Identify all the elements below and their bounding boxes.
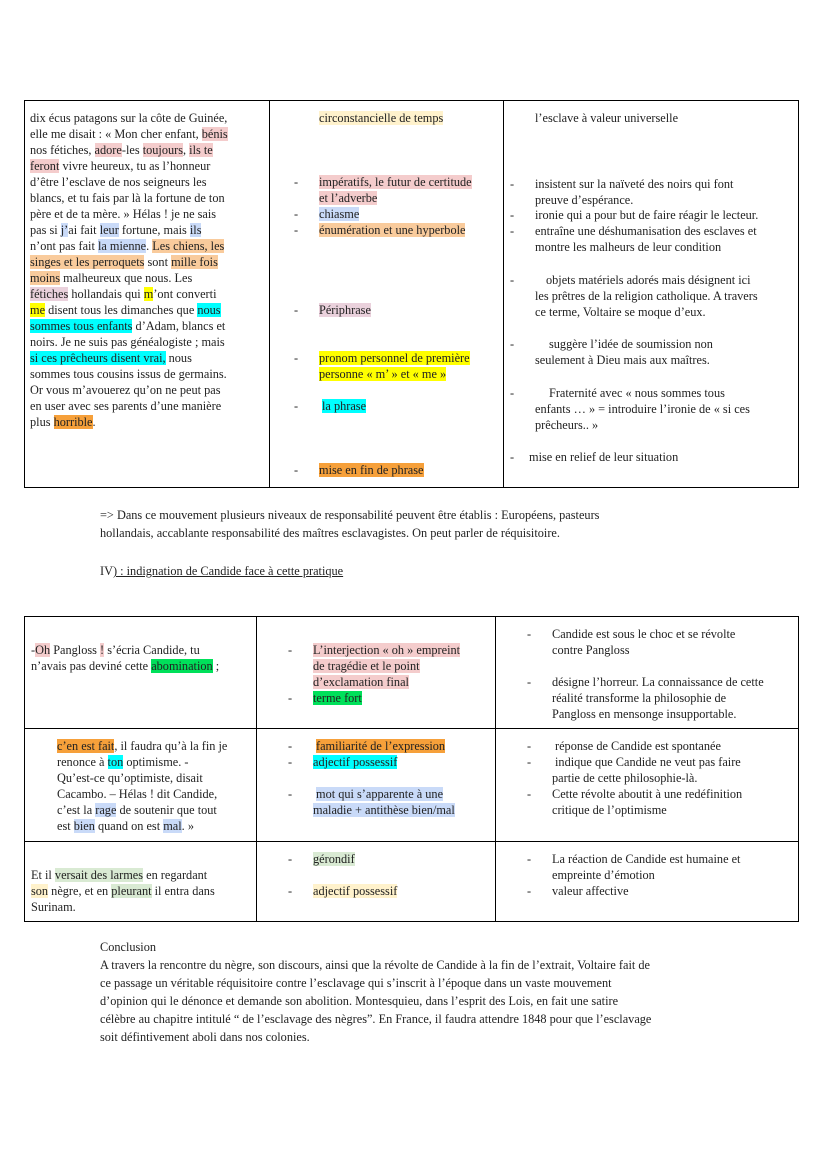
quote-line [30,222,201,238]
body-text: hollandais, accablante responsabilité des maîtres esclavagistes. On peut parler de réquisitoire. [100,526,560,540]
highlight: d’exclamation final [313,675,409,689]
quote-line [31,867,207,883]
quote-line [30,270,192,286]
interp-line: ironie qui a pour but de faire réagir le lecteur. [535,208,759,222]
highlight: ! [100,643,105,657]
text: , [183,143,190,157]
interp-line: mise en relief de leur situation [529,450,679,464]
bullet: - [527,852,532,866]
quote-cell [25,101,270,487]
analysis-table-1 [24,100,799,488]
highlight: leur [99,223,119,237]
highlight: abomination [151,659,213,673]
quote-line [57,754,189,770]
highlight: adore [94,143,122,157]
highlight: terme fort [313,691,362,705]
bullet: - [510,337,515,351]
highlight: mille fois [171,255,218,269]
body-text: célèbre au chapitre intitulé “ de l’esclavage des nègres”. En France, il faudra attendre 1848 pour que l’esclavage [100,1012,652,1026]
bullet: - [527,627,532,641]
quote-line [30,318,225,334]
analysis-line [316,738,445,754]
text: Et il [31,868,55,882]
interp-line: Pangloss en mensonge insupportable. [552,707,737,721]
highlight: pronom personnel de première [319,351,470,365]
analysis-line [319,174,472,190]
bullet: - [288,739,293,753]
text: noirs. Je ne suis pas généalogiste ; mais [30,335,225,349]
quote-line [57,738,227,754]
text: en user avec ses parents d’une manière [30,399,222,413]
quote-line [30,142,213,158]
text: est [57,819,74,833]
highlight: L’interjection « oh » empreint [313,643,461,657]
highlight: ton [107,755,124,769]
quote-line [57,818,194,834]
quote-line [30,334,225,350]
bullet: - [288,755,293,769]
quote-line [30,206,216,222]
heading-title: ) : indignation de Candide face à cette pratique [112,564,344,578]
highlight: toujours [142,143,184,157]
quote-line: Surinam. [31,900,76,914]
text: en regardant [143,868,208,882]
quote-cell [25,617,257,728]
quote-cell [25,729,257,841]
interpretation-cell [496,729,797,841]
highlight: sommes tous enfants [30,319,133,333]
analysis-line [313,690,362,706]
text: dix écus patagons sur la côte de Guinée, [30,111,228,125]
interp-line: montre les malheurs de leur condition [535,240,722,254]
bullet: - [510,386,515,400]
highlight: bénis [201,127,228,141]
interp-line: l’esclave à valeur universelle [535,111,679,125]
highlight: la mienne [97,239,147,253]
bullet: - [510,450,515,464]
highlight: me [30,303,46,317]
quote-line [30,126,228,142]
highlight: bien [73,819,95,833]
analysis-line [316,786,443,802]
quote-line [30,398,221,414]
quote-line [30,254,218,270]
interp-line: entraîne une déshumanisation des esclaves et [535,224,757,238]
text: renonce à [57,755,108,769]
highlight: c’en est fait [57,739,115,753]
analysis-line [313,642,460,658]
analysis-cell [257,729,496,841]
text: Pangloss [50,643,101,657]
highlight: moins [30,271,61,285]
interp-line: les prêtres de la religion catholique. A travers [535,289,758,303]
highlight: circonstancielle de temps [319,111,444,125]
quote-line [30,110,227,126]
text: . [92,415,96,429]
highlight: et l’adverbe [319,191,378,205]
bullet: - [294,223,299,237]
analysis-line [319,350,470,366]
analysis-line [313,802,455,818]
text: ai fait [68,223,100,237]
bullet: - [510,177,515,191]
quote-line [31,642,200,658]
analysis-line [313,658,420,674]
bullet: - [288,643,293,657]
analysis-line [319,302,371,318]
table-row [25,101,798,487]
bullet: - [288,884,293,898]
analysis-line [313,851,355,867]
analysis-line [319,110,443,126]
bullet: - [510,273,515,287]
table-row [25,841,798,921]
section-heading [100,563,740,579]
interp-line: Fraternité avec « nous sommes tous [549,386,725,400]
text: malheureux que nous. Les [60,271,193,285]
highlight: versait des larmes [54,868,144,882]
highlight: personne « m’ » et « me » [319,367,447,381]
text: vivre heureux, tu as l’honneur [59,159,211,173]
analysis-line [313,674,409,690]
quote-line [30,302,221,318]
text: fortune, mais [118,223,190,237]
highlight: singes et les perroquets [30,255,145,269]
text: , il faudra qu’à la fin je [114,739,228,753]
quote-line [31,883,215,899]
text: n’avais pas deviné cette [31,659,152,673]
bullet: - [527,787,532,801]
text: d’être l’esclave de nos seigneurs les [30,175,207,189]
quote-line: Cacambo. – Hélas ! dit Candide, [57,787,218,801]
text: s’écria Candide, tu [104,643,200,657]
bullet: - [294,463,299,477]
highlight: adjectif possessif [313,755,398,769]
body-text: ce passage un véritable réquisitoire contre l’esclavage qui s’inscrit à l’époque dans un vaste mouvement [100,976,612,990]
interp-line: seulement à Dieu mais aux maîtres. [535,353,710,367]
bullet: - [288,852,293,866]
quote-line [30,382,221,398]
text: elle me disait : « Mon cher enfant, [30,127,202,141]
interp-line: valeur affective [552,884,629,898]
text: plus [30,415,54,429]
highlight: rage [95,803,117,817]
highlight: m [143,287,154,301]
analysis-cell [257,617,496,728]
quote-line [30,174,207,190]
text: quand on est [94,819,164,833]
analysis-line [319,222,465,238]
quote-line [30,158,210,174]
text: n’ont pas fait [30,239,98,253]
text: - [31,643,36,657]
highlight: chiasme [319,207,360,221]
highlight: maladie + antithèse bien/mal [313,803,455,817]
bullet: - [527,739,532,753]
interp-line: désigne l’horreur. La connaissance de cette [552,675,764,689]
bullet: - [527,884,532,898]
conclusion-title: Conclusion [100,940,157,954]
analysis-line [319,206,359,222]
bullet: - [294,303,299,317]
analysis-cell [257,842,496,921]
quote-line [31,658,219,674]
highlight: ils [189,223,202,237]
text: père et de ta mère. » Hélas ! je ne sais [30,207,217,221]
quote-line [30,190,225,206]
highlight: pleurant [111,884,152,898]
interp-line: preuve d’espérance. [535,193,634,207]
text: c’est la [57,803,96,817]
highlight: horrible [53,415,93,429]
body-text: => Dans ce mouvement plusieurs niveaux de responsabilité peuvent être établis : Européens, pasteurs [100,508,600,522]
bullet: - [288,787,293,801]
text: Or vous m’avouerez qu’on ne peut pas [30,383,221,397]
bullet: - [294,175,299,189]
body-text: d’opinion qui le dénonce et demande son abolition. Montesquieu, dans l’esprit des Lois, en fait une satire [100,994,619,1008]
text: optimisme. - [123,755,189,769]
text: pas si [30,223,61,237]
interp-line: La réaction de Candide est humaine et [552,852,741,866]
interp-line: prêcheurs.. » [535,418,599,432]
highlight: adjectif possessif [313,884,398,898]
quote-line: Qu’est-ce qu’optimiste, disait [57,771,203,785]
quote-cell [25,842,257,921]
text: sommes tous cousins issus de germains. [30,367,227,381]
highlight: de tragédie et le point [313,659,420,673]
interp-line: contre Pangloss [552,643,630,657]
quote-line [30,238,224,254]
highlight: fétiches [30,287,69,301]
table-row [25,617,798,728]
interp-line: réalité transforme la philosophie de [552,691,727,705]
heading-number: IV [100,564,113,578]
text: nous [165,351,192,365]
text: de soutenir que tout [116,803,217,817]
highlight: feront [30,159,60,173]
interp-line: suggère l’idée de soumission non [549,337,713,351]
body-text: soit défintivement aboli dans nos colonies. [100,1030,310,1044]
interp-line: critique de l’optimisme [552,803,667,817]
interp-line: indique que Candide ne veut pas faire [555,755,741,769]
highlight: son [31,884,49,898]
highlight: énumération et une hyperbole [319,223,466,237]
highlight: j’ [60,223,69,237]
interp-line: réponse de Candide est spontanée [555,739,721,753]
bullet: - [527,755,532,769]
quote-line [30,350,192,366]
highlight: mot qui s’apparente à une [316,787,444,801]
text: ; [212,659,220,673]
bullet: - [510,224,515,238]
interp-line: ce terme, Voltaire se moque d’eux. [535,305,706,319]
analysis-line [313,754,397,770]
interpretation-cell [496,842,797,921]
quote-line [30,366,227,382]
bullet: - [510,208,515,222]
text: sont [144,255,172,269]
analysis-table-2 [24,616,799,922]
interp-line: insistent sur la naïveté des noirs qui font [535,177,734,191]
highlight: Les chiens, les [152,239,225,253]
interp-line: Candide est sous le choc et se révolte [552,627,736,641]
text: nègre, et en [48,884,112,898]
interp-line: enfants … » = introduire l’ironie de « si ces [535,402,750,416]
text: nos fétiches, [30,143,95,157]
highlight: mise en fin de phrase [319,463,424,477]
interpretation-cell [504,101,797,487]
bullet: - [294,399,299,413]
highlight: gérondif [313,852,355,866]
table-row [25,728,798,841]
text: d’Adam, blancs et [132,319,226,333]
text: il entra dans [151,884,215,898]
highlight: Périphrase [319,303,371,317]
text: ’ont converti [153,287,217,301]
highlight: si ces prêcheurs disent vrai, [30,351,166,365]
text: disent tous les dimanches que [45,303,198,317]
highlight: mal [163,819,182,833]
highlight: la phrase [322,399,367,413]
text: hollandais qui [68,287,144,301]
highlight: ils te [189,143,213,157]
highlight: nous [197,303,221,317]
analysis-line [322,398,366,414]
interpretation-cell [496,617,797,728]
bullet: - [527,675,532,689]
interp-line: empreinte d’émotion [552,868,655,882]
quote-line [30,286,216,302]
text: . » [181,819,194,833]
highlight: impératifs, le futur de certitude [319,175,472,189]
analysis-cell [270,101,504,487]
bullet: - [294,351,299,365]
bullet: - [288,691,293,705]
text: -les [121,143,143,157]
text: . [146,239,153,253]
analysis-line [313,883,397,899]
analysis-line [319,190,377,206]
highlight: Oh [35,643,51,657]
interp-line: objets matériels adorés mais désignent ici [546,273,751,287]
text: blancs, et tu fais par là la fortune de ton [30,191,225,205]
highlight: familiarité de l’expression [316,739,446,753]
body-text: A travers la rencontre du nègre, son discours, ainsi que la révolte de Candide à la fin de l’extrait, Voltaire fait de [100,958,650,972]
quote-line [30,414,96,430]
interp-line: partie de cette philosophie-là. [552,771,698,785]
quote-line [57,802,217,818]
analysis-line [319,366,446,382]
analysis-line [319,462,424,478]
interp-line: Cette révolte aboutit à une redéfinition [552,787,743,801]
bullet: - [294,207,299,221]
